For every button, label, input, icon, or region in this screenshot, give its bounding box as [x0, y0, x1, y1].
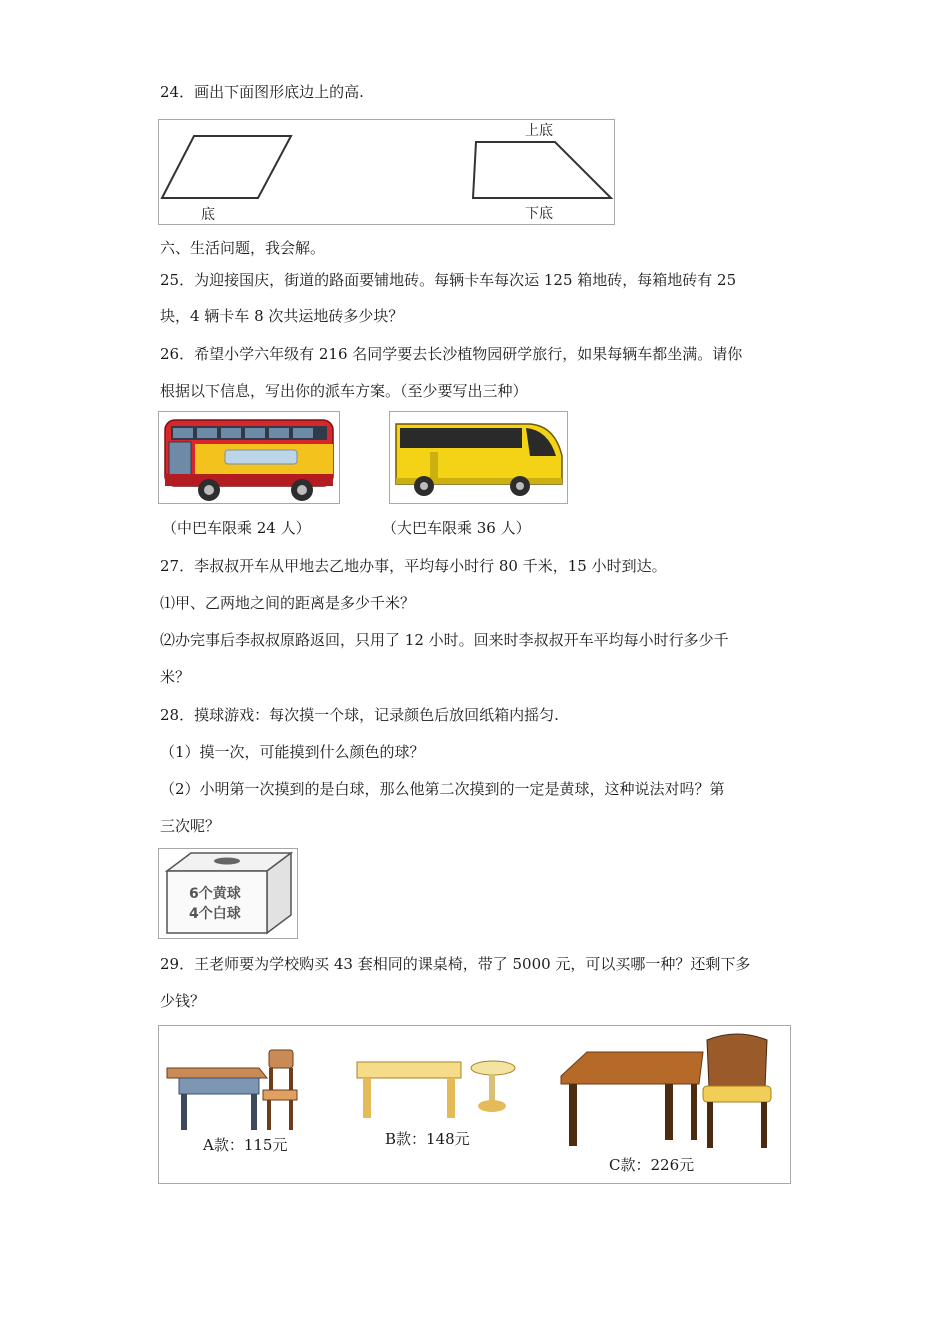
section-6-title: 六、生活问题，我会解。	[160, 239, 326, 257]
medium-bus-image	[158, 411, 340, 504]
question-28-sub-1: （1）摸一次，可能摸到什么颜色的球？	[160, 743, 425, 761]
question-24-text: 24．画出下面图形底边上的高.	[160, 83, 364, 101]
question-28-sub-2-line-2: 三次呢？	[160, 817, 221, 835]
medium-bus-caption: （中巴车限乘 24 人）	[162, 519, 311, 537]
option-a-price: A款：115元	[203, 1136, 288, 1154]
trapezoid-top-label: 上底	[525, 123, 553, 139]
question-29-line-2: 少钱？	[160, 992, 206, 1010]
large-bus-icon	[390, 412, 567, 503]
parallelogram-base-label: 底	[201, 207, 215, 223]
question-25-line-2: 块，4 辆卡车 8 次共运地砖多少块？	[160, 307, 404, 325]
option-b-table-stool-icon	[357, 1061, 515, 1118]
box-label-white-balls: 4个白球	[189, 906, 241, 922]
option-c-price: C款：226元	[609, 1156, 695, 1174]
large-bus-caption: （大巴车限乘 36 人）	[382, 519, 531, 537]
question-26-line-1: 26．希望小学六年级有 216 名同学要去长沙植物园研学旅行，如果每辆车都坐满。请你	[160, 345, 743, 363]
question-27-sub-2-line-2: 米？	[160, 668, 191, 686]
medium-bus-icon	[159, 412, 339, 503]
question-27-sub-2-line-1: ⑵办完事后李叔叔原路返回，只用了 12 小时。回来时李叔叔开车平均每小时行多少千	[160, 631, 729, 649]
option-b-price: B款：148元	[385, 1130, 470, 1148]
box-label-yellow-balls: 6个黄球	[189, 886, 241, 902]
ball-box-image	[158, 848, 298, 939]
parallelogram-shape	[162, 136, 291, 198]
furniture-illustrations	[159, 1026, 790, 1183]
question-27-line-1: 27．李叔叔开车从甲地去乙地办事，平均每小时行 80 千米，15 小时到达。	[160, 557, 667, 575]
question-24-figure-box	[158, 119, 615, 225]
trapezoid-shape	[473, 142, 611, 198]
question-25-line-1: 25．为迎接国庆，街道的路面要铺地砖。每辆卡车每次运 125 箱地砖，每箱地砖有 25	[160, 271, 737, 289]
option-a-desk-chair-icon	[167, 1050, 297, 1130]
trapezoid-bottom-label: 下底	[525, 206, 553, 222]
question-29-line-1: 29．王老师要为学校购买 43 套相同的课桌椅，带了 5000 元，可以买哪一种？还剩下多	[160, 955, 751, 973]
question-28-sub-2-line-1: （2）小明第一次摸到的是白球，那么他第二次摸到的一定是黄球，这种说法对吗？第	[160, 780, 725, 798]
question-28-line-1: 28．摸球游戏：每次摸一个球，记录颜色后放回纸箱内摇匀.	[160, 706, 559, 724]
question-26-line-2: 根据以下信息，写出你的派车方案。（至少要写出三种）	[160, 382, 528, 400]
question-27-sub-1: ⑴甲、乙两地之间的距离是多少千米？	[160, 594, 416, 612]
large-bus-image	[389, 411, 568, 504]
furniture-options-image	[158, 1025, 791, 1184]
option-c-table-chair-icon	[561, 1034, 771, 1148]
